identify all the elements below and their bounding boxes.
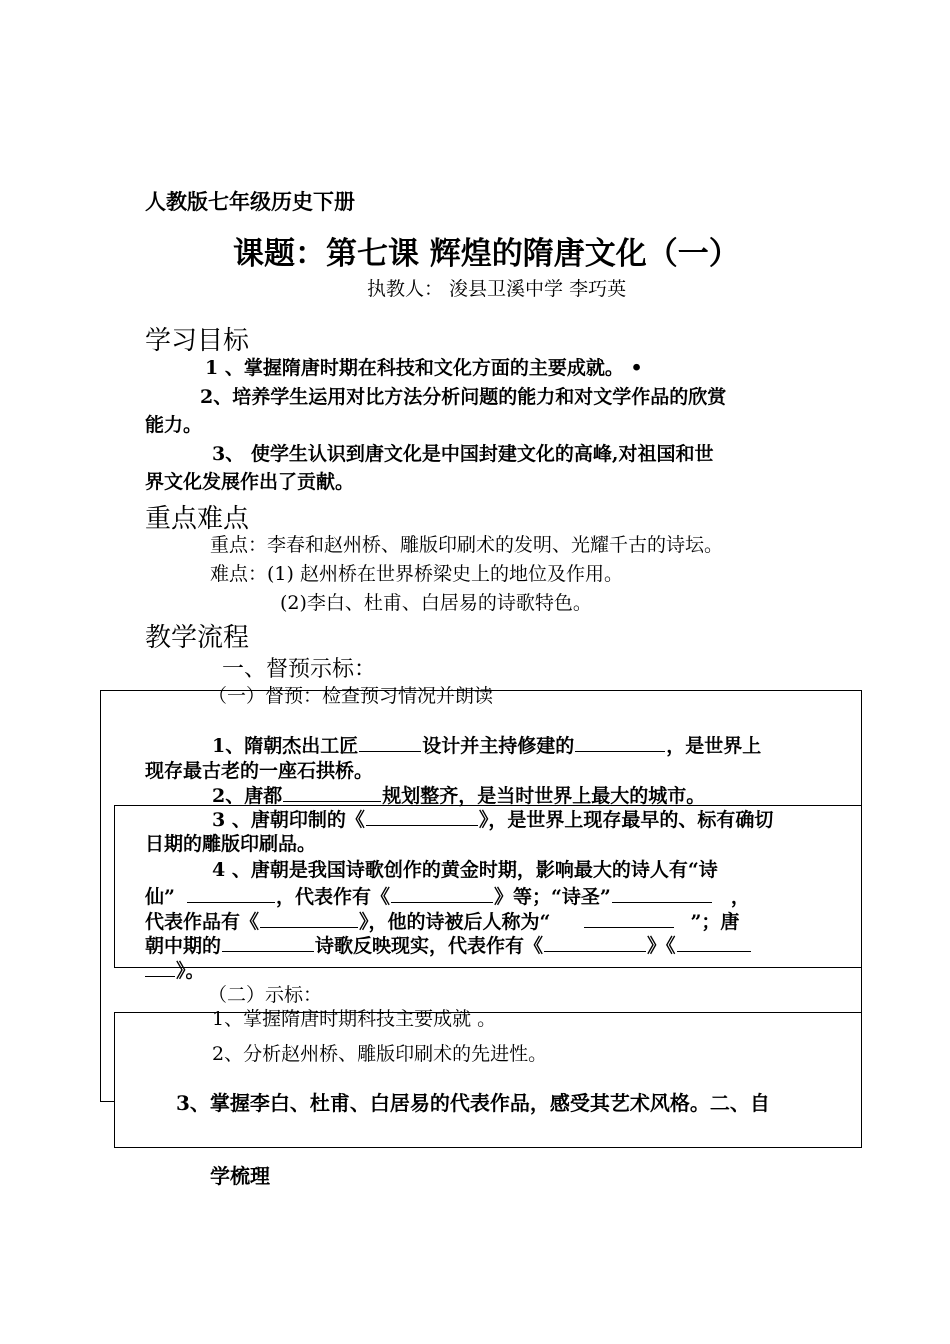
q1-text-b: 设计并主持修建的	[422, 734, 575, 757]
goal-3: 3、掌握李白、杜甫、白居易的代表作品，感受其艺术风格。二、自	[176, 1091, 770, 1115]
q4-text-k: 》。	[176, 959, 205, 982]
difficulty-line-1: 难点：(1) 赵州桥在世界桥梁史上的地位及作用。	[210, 563, 623, 585]
focus-line: 重点：李春和赵州桥、雕版印刷术的发明、光耀千古的诗坛。	[210, 534, 724, 556]
blank-poetry-title	[584, 907, 674, 928]
process-heading: 教学流程	[145, 623, 250, 653]
q2-text-a: 2、唐都	[212, 784, 283, 807]
q4-text-b: ，代表作有《	[275, 885, 390, 908]
question-4-line5	[145, 956, 205, 984]
blank-bridge	[575, 731, 665, 752]
difficulty-line-2: (2)李白、杜甫、白居易的诗歌特色。	[280, 592, 592, 614]
goal-1: 1、掌握隋唐时期科技主要成就 。	[212, 1008, 497, 1030]
blank-work-1	[544, 931, 646, 952]
q4-text-h: 朝中期的	[145, 934, 222, 957]
question-1-line2: 现存最古老的一座石拱桥。	[145, 760, 374, 782]
blank-work-2-cont	[145, 956, 175, 977]
q4-text-f: 》，他的诗被后人称为“	[359, 910, 551, 933]
q3-text-a: 3 、唐朝印制的《	[212, 808, 365, 831]
objective-2-line1: 2、培养学生运用对比方法分析问题的能力和对文学作品的欣赏	[200, 386, 727, 408]
objectives-heading: 学习目标	[145, 326, 250, 356]
blank-mid-tang-poet	[222, 931, 314, 952]
blank-work-2	[677, 931, 751, 952]
q4-text-a: 仙”	[145, 885, 175, 908]
q4-text-c: 》等；“诗圣”	[493, 885, 611, 908]
q3-text-b: 》，是世界上现存最早的、标有确切	[478, 808, 774, 831]
q1-text-c: ，是世界上	[666, 734, 762, 757]
textbook-label: 人教版七年级历史下册	[145, 189, 355, 214]
frame-outer-left	[100, 690, 114, 1102]
q4-text-g: ”；唐	[690, 910, 740, 933]
q4-text-j: 》《	[647, 934, 676, 957]
blank-sage-work	[260, 907, 358, 928]
blank-printed-work	[366, 805, 478, 826]
key-points-heading: 重点难点	[145, 504, 250, 534]
frame-bottom	[114, 1012, 862, 1148]
blank-capital	[283, 781, 381, 802]
objective-3-line2: 界文化发展作出了贡献。	[145, 471, 355, 493]
q4-text-i: 诗歌反映现实，代表作有《	[315, 934, 544, 957]
q2-text-b: 规划整齐，是当时世界上最大的城市。	[382, 784, 706, 807]
q1-text-a: 1、隋朝杰出工匠	[212, 734, 359, 757]
question-4-line1: 4 、唐朝是我国诗歌创作的黄金时期，影响最大的诗人有“诗	[212, 859, 718, 881]
teacher-line: 执教人： 浚县卫溪中学 李巧英	[367, 278, 627, 300]
step-1-heading: 一、督预示标：	[222, 657, 377, 682]
q4-text-d: ，	[730, 885, 750, 908]
objective-1: 1 、掌握隋唐时期在科技和文化方面的主要成就。 •	[205, 357, 643, 379]
objective-2-line2: 能力。	[145, 414, 203, 436]
blank-craftsman	[359, 731, 421, 752]
question-4-line2	[145, 882, 750, 910]
page-title: 课题：第七课 辉煌的隋唐文化（一）	[233, 236, 740, 272]
question-4-line4	[145, 931, 752, 959]
question-3-line2: 日期的雕版印刷品。	[145, 833, 317, 855]
sub-2-heading: （二）示标：	[208, 984, 323, 1006]
goal-2: 2、分析赵州桥、雕版印刷术的先进性。	[212, 1043, 548, 1065]
blank-poet-immortal	[187, 882, 275, 903]
q4-text-e: 代表作品有《	[145, 910, 260, 933]
objective-3-line1: 3、 使学生认识到唐文化是中国封建文化的高峰,对祖国和世	[212, 443, 714, 465]
blank-immortal-work	[391, 882, 493, 903]
sub-1-heading: （一）督预：检查预习情况并朗读	[208, 685, 494, 707]
blank-poet-sage	[612, 882, 712, 903]
goal-3-continued: 学梳理	[210, 1164, 270, 1188]
question-3-line1	[212, 805, 773, 833]
question-1-line1	[212, 731, 761, 759]
